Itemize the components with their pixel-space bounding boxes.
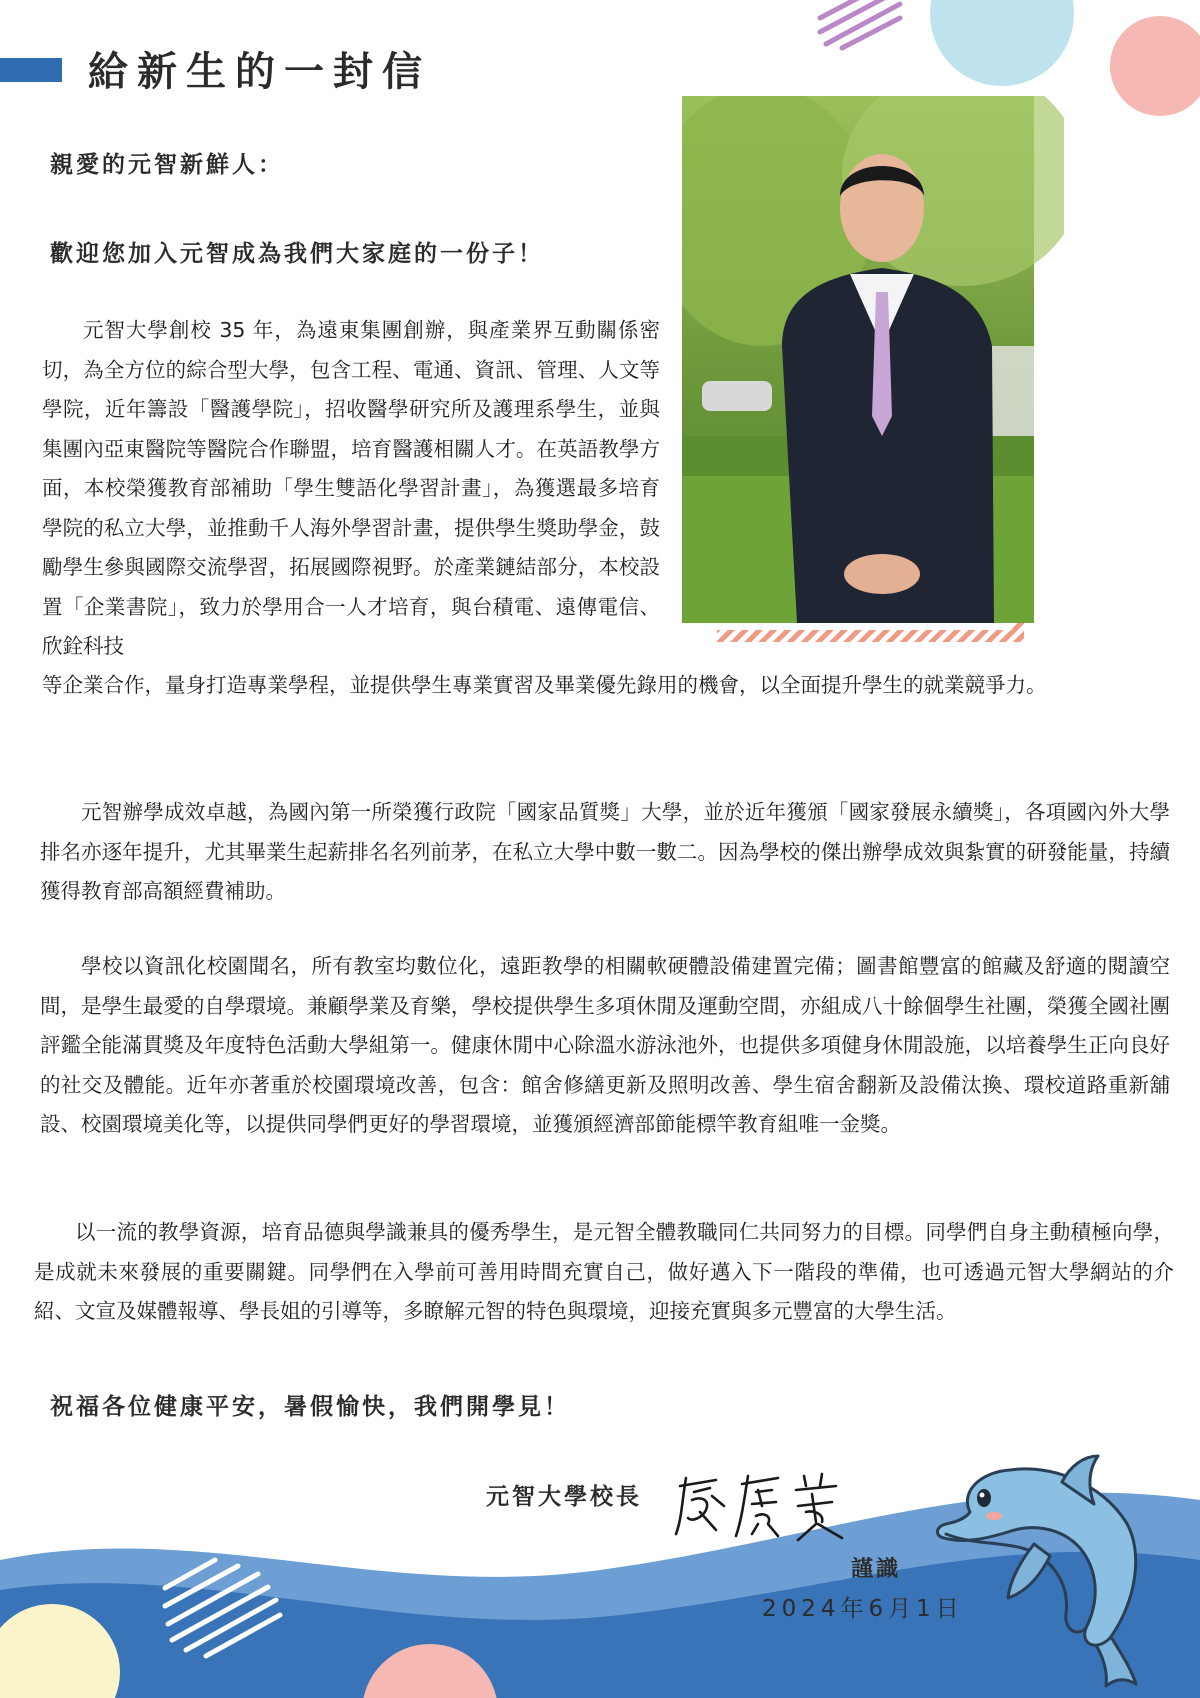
page-title: 給新生的一封信 [88, 49, 431, 95]
letter-date: 2024年6月1日 [762, 1596, 964, 1622]
welcome-line: 歡迎您加入元智成為我們大家庭的一份子！ [50, 241, 544, 267]
signature-title: 元智大學校長 [486, 1484, 642, 1510]
pink-circle [1110, 16, 1200, 116]
paragraph-4: 以一流的教學資源，培育品德與學識兼具的優秀學生，是元智全體教職同仁共同努力的目標。同學們自身主動積極向學，是成就未來發展的重要關鍵。同學們在入學前可善用時間充實自己，做好邁入下一階段的準備，也可透過元智大學網站的介紹、文宣及媒體報導、學長姐的引導等，多瞭解元智的特色與環境，迎接充實與多元豐富的大學生活。 [34, 1220, 1174, 1323]
paragraph-1-bottom: 等企業合作，量身打造專業學程，並提供學生專業實習及畢業優先錄用的機會，以全面提升學生的就業競爭力。 [42, 673, 1047, 697]
blessing: 祝福各位健康平安，暑假愉快，我們開學見！ [50, 1394, 570, 1420]
president-photo [682, 96, 1034, 623]
paragraph-2: 元智辦學成效卓越，為國內第一所榮獲行政院「國家品質獎」大學，並於近年獲頒「國家發展永續獎」，各項國內外大學排名亦逐年提升，尤其畢業生起薪排名名列前茅，在私立大學中數一數二。因為學校的傑出辦學成效與紮實的研發能量，持續獲得教育部高額經費補助。 [40, 800, 1170, 903]
greeting: 親愛的元智新鮮人： [50, 152, 284, 178]
signature-suffix: 謹識 [851, 1557, 902, 1582]
purple-stripes [820, 0, 900, 48]
light-blue-circle [930, 0, 1074, 86]
photo-frame-bottom [717, 630, 1024, 642]
paragraph-1-top: 元智大學創校 35 年，為遠東集團創辦，與產業界互動關係密切，為全方位的綜合型大學，包含工程、電通、資訊、管理、人文等學院，近年籌設「醫護學院」，招收醫學研究所及護理系學生，並與集團內亞東醫院等醫院合作聯盟，培育醫護相關人才。在英語教學方面，本校榮獲教育部補助「學生雙語化學習計畫」，為獲選最多培育學院的私立大學，並推動千人海外學習計畫，提供學生獎助學金，鼓勵學生參與國際交流學習，拓展國際視野。於產業鏈結部分，本校設置「企業書院」，致力於學用合一人才培育，與台積電、遠傳電信、欣銓科技 [42, 318, 660, 658]
handwritten-signature [672, 1466, 862, 1544]
paragraph-3: 學校以資訊化校園聞名，所有教室均數位化，遠距教學的相關軟硬體設備建置完備；圖書館豐富的館藏及舒適的閱讀空間，是學生最愛的自學環境。兼顧學業及育樂，學校提供學生多項休閒及運動空間，亦組成八十餘個學生社團，榮獲全國社團評鑑全能滿貫獎及年度特色活動大學組第一。健康休閒中心除溫水游泳池外，也提供多項健身休閒設施，以培養學生正向良好的社交及體能。近年亦著重於校園環境改善，包含：館舍修繕更新及照明改善、學生宿舍翻新及設備汰換、環校道路重新舖設、校園環境美化等，以提供同學們更好的學習環境，並獲頒經濟部節能標竿教育組唯一金獎。 [40, 954, 1170, 1136]
dolphin-mascot-icon [930, 1452, 1190, 1692]
title-accent-bar [0, 58, 62, 82]
